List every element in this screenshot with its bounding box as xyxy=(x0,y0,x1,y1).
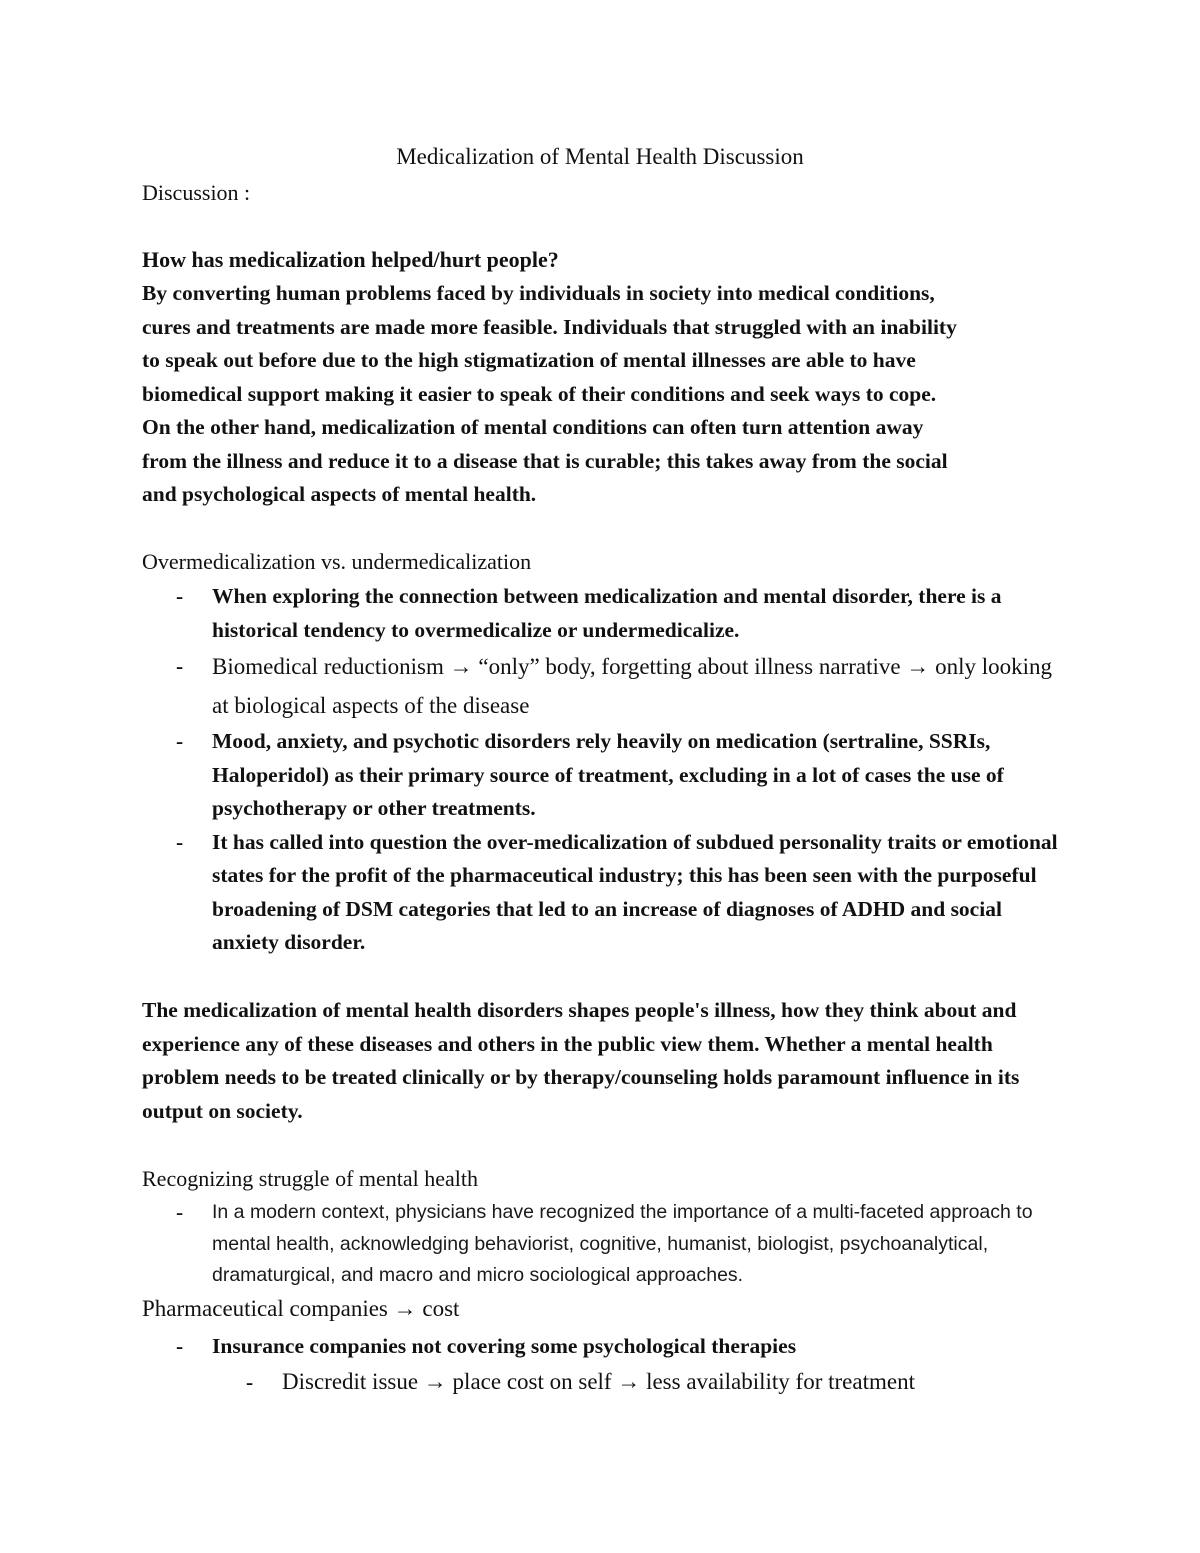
section-heading-overmedicalization: Overmedicalization vs. undermedicalization xyxy=(142,549,532,574)
list-item xyxy=(142,826,1062,960)
answer-line: biomedical support making it easier to speak of their conditions and seek ways to cope. xyxy=(142,381,937,406)
bullet-marker: - xyxy=(176,584,184,608)
answer-line: On the other hand, medicalization of mental conditions can often turn attention away xyxy=(142,415,924,439)
section-heading-pharmaceutical: Pharmaceutical companies → cost xyxy=(142,1296,460,1321)
nested-list-item xyxy=(142,1364,1062,1400)
list-item-text: Biomedical reductionism → “only” body, forgetting about illness narrative → only looking at biological aspects of the disease xyxy=(212,654,1052,718)
answer-line: to speak out before due to the high stigmatization of mental illnesses are able to have xyxy=(142,348,916,372)
answer-line: and psychological aspects of mental health. xyxy=(142,482,537,506)
discussion-label: Discussion : xyxy=(142,180,251,205)
list-item xyxy=(142,580,1062,647)
answer-line: from the illness and reduce it to a disease that is curable; this takes away from the social xyxy=(142,448,948,473)
summary-paragraph: The medicalization of mental health disorders shapes people's illness, how they think about and experience any of these diseases and others in the public view them. Whether a mental health problem needs to be treated clinically or by therapy/counseling holds paramount influence in its output on society. xyxy=(142,998,1020,1123)
list-item xyxy=(142,1330,1062,1364)
answer-line: cures and treatments are made more feasible. Individuals that struggled with an inability xyxy=(142,314,957,339)
list-item xyxy=(142,1197,1062,1292)
list-item-text: It has called into question the over-medicalization of subdued personality traits or emotional states for the profit of the pharmaceutical industry; this has been seen with the purposeful broadening of DSM categories that led to an increase of diagnoses of ADHD and social anxiety disorder. xyxy=(212,829,1058,954)
bullet-marker: - xyxy=(176,729,184,753)
question-heading: How has medicalization helped/hurt people? xyxy=(142,247,559,272)
list-item xyxy=(142,647,1062,725)
bullet-marker: - xyxy=(176,829,184,854)
list-item-text: Mood, anxiety, and psychotic disorders rely heavily on medication (sertraline, SSRIs, Haloperidol) as their primary source of treatment, excluding in a lot of cases the use of psychotherapy or other treatments. xyxy=(212,729,1004,820)
pharmaceutical-list xyxy=(142,1330,1062,1400)
list-item xyxy=(142,725,1062,826)
section-heading-struggle: Recognizing struggle of mental health xyxy=(142,1166,479,1191)
list-item-text: Insurance companies not covering some psychological therapies xyxy=(212,1334,797,1358)
list-item-text: Discredit issue → place cost on self → less availability for treatment xyxy=(282,1368,915,1394)
list-item-text: In a modern context, physicians have recognized the importance of a multi-faceted approach to mental health, acknowledging behaviorist, cognitive, humanist, biologist, psychoanalytical, dramaturgical, and macro and micro sociological approaches. xyxy=(212,1201,1033,1286)
overmedicalization-list xyxy=(142,580,1062,960)
list-item-text: When exploring the connection between medicalization and mental disorder, there is a historical tendency to overmedicalize or undermedicalize. xyxy=(212,584,1002,642)
bullet-marker: - xyxy=(176,1334,184,1358)
bullet-marker: - xyxy=(246,1369,254,1394)
document-title: Medicalization of Mental Health Discussion xyxy=(396,144,804,169)
bullet-marker: - xyxy=(176,1200,184,1224)
struggle-list xyxy=(142,1197,1062,1292)
answer-paragraph xyxy=(142,277,1062,512)
answer-line: By converting human problems faced by individuals in society into medical conditions, xyxy=(142,281,935,305)
bullet-marker: - xyxy=(176,654,184,678)
